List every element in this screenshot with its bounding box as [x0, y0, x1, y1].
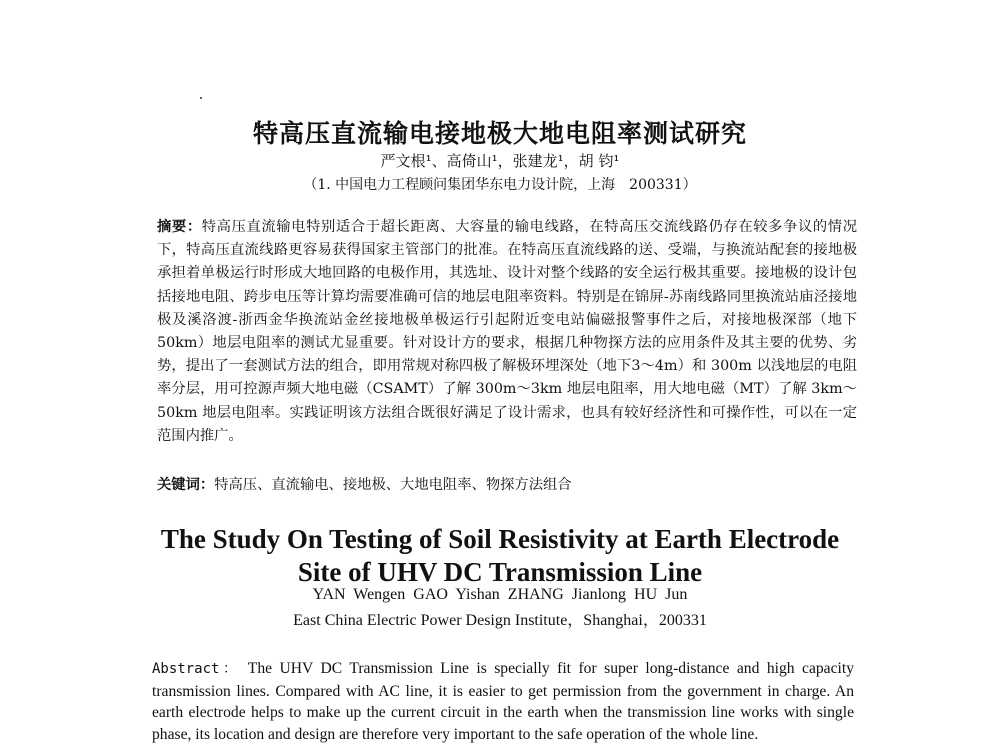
english-title-line-1: The Study On Testing of Soil Resistivity at Earth Electrode: [160, 524, 840, 554]
english-abstract-text: The UHV DC Transmission Line is specially fit for super long-distance and high capacity transmission lines. Compared with AC line, it is easier to get permission from the government in charge. An earth electrode helps to make up the current circuit in the earth when the transmission line works with single phase, its location and design are therefore very important to the safe operation of the whole line.: [152, 660, 854, 743]
chinese-keywords-text: 特高压、直流输电、接地极、大地电阻率、物探方法组合: [214, 477, 572, 493]
chinese-abstract-label: 摘要：: [157, 219, 202, 235]
scan-speck: [200, 97, 202, 99]
english-abstract: [152, 658, 854, 745]
chinese-keywords: [157, 474, 857, 496]
english-affiliation: East China Electric Power Design Institute，Shanghai，200331: [293, 612, 707, 629]
chinese-authors: 严文根¹、高倚山¹，张建龙¹，胡 钧¹: [380, 152, 620, 170]
chinese-title: 特高压直流输电接地极大地电阻率测试研究: [252, 119, 747, 148]
chinese-affiliation: （1. 中国电力工程顾问集团华东电力设计院，上海 200331）: [303, 177, 697, 193]
chinese-keywords-label: 关键词：: [157, 477, 215, 493]
english-abstract-label: Abstract：: [152, 661, 241, 677]
chinese-abstract: [157, 216, 857, 448]
chinese-abstract-text: 特高压直流输电特别适合于超长距离、大容量的输电线路，在特高压交流线路仍存在较多争议的情况下，特高压直流线路更容易获得国家主管部门的批准。在特高压直流线路的送、受端，与换流站配套的接地极承担着单极运行时形成大地回路的电极作用，其选址、设计对整个线路的安全运行极其重要。接地极的设计包括接地电阻、跨步电压等计算均需要准确可信的地层电阻率资料。特别是在锦屏-苏南线路同里换流站庙泾接地极及溪洛渡-浙西金华换流站金丝接地极单极运行引起附近变电站偏磁报警事件之后，对接地极深部（地下50km）地层电阻率的测试尤显重要。针对设计方的要求，根据几种物探方法的应用条件及其主要的优势、劣势，提出了一套测试方法的组合，即用常规对称四极了解极环埋深处（地下3～4m）和 300m 以浅地层的电阻率分层，用可控源声频大地电磁（CSAMT）了解 300m～3km 地层电阻率，用大地电磁（MT）了解 3km～50km 地层电阻率。实践证明该方法组合既很好满足了设计需求，也具有较好经济性和可操作性，可以在一定范围内推广。: [157, 219, 858, 444]
english-authors: YAN Wengen GAO Yishan ZHANG Jianlong HU Jun: [312, 586, 688, 603]
english-title: [0, 523, 1000, 589]
english-title-line-2: Site of UHV DC Transmission Line: [297, 557, 703, 587]
